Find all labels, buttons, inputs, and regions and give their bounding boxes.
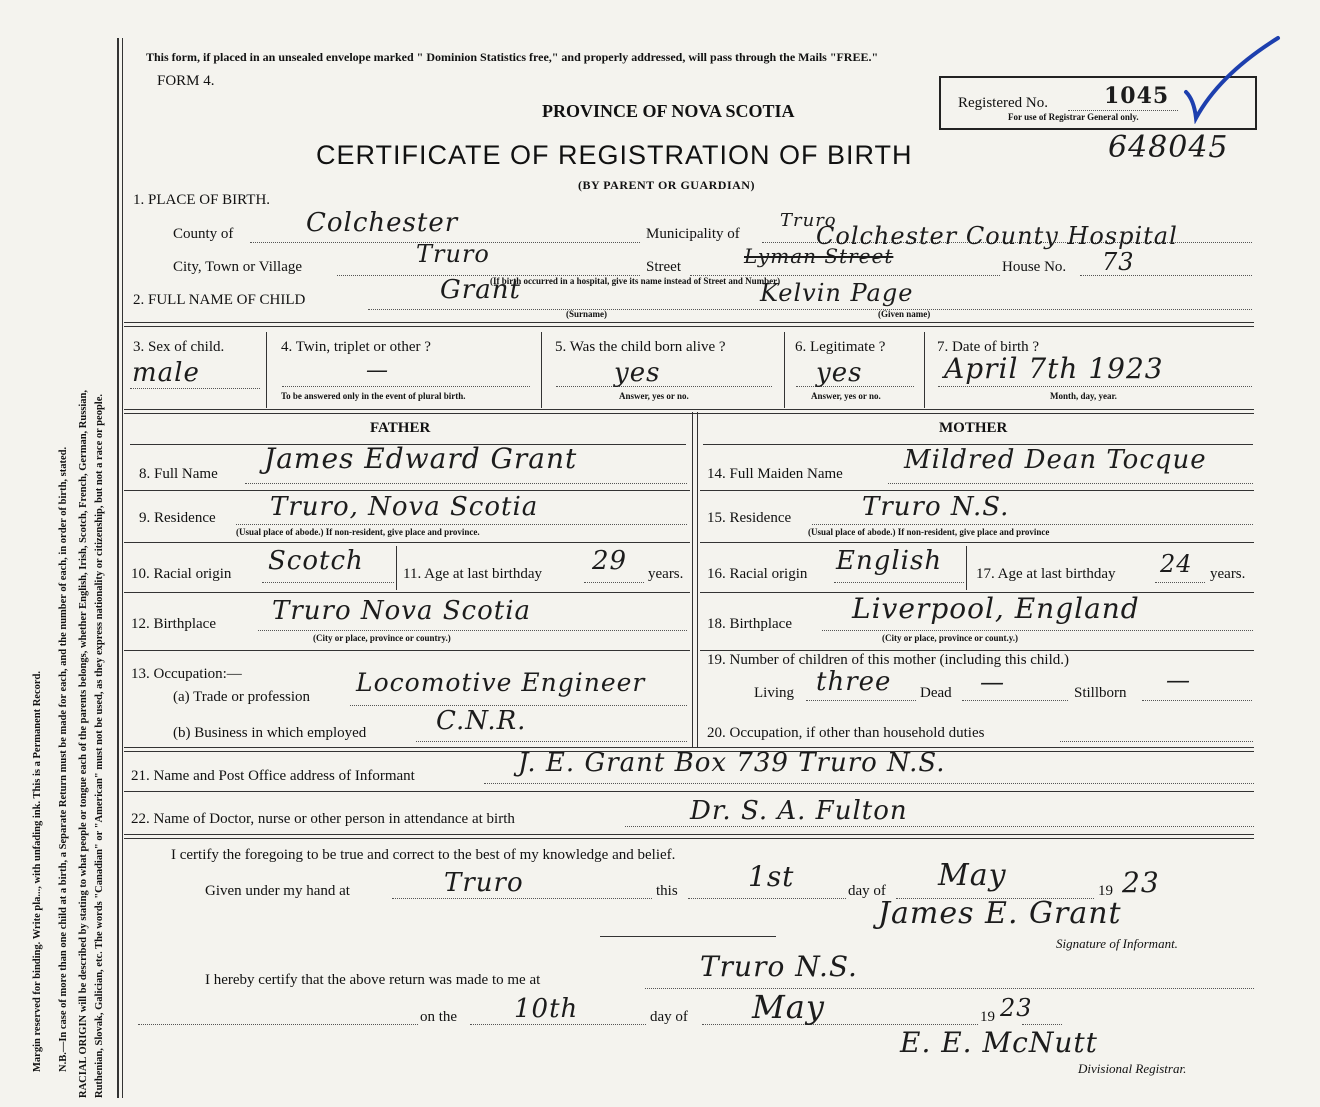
stillborn-value: —: [1166, 666, 1191, 694]
this-label: this: [656, 883, 678, 899]
twin-value: —: [366, 358, 389, 383]
registrar-signature: E. E. McNutt: [900, 1026, 1098, 1059]
living-value: three: [816, 667, 892, 697]
father-birthplace-note: (City or place, province or country.): [313, 633, 451, 643]
date-of-birth-line: [938, 386, 1252, 387]
given-year-value: 23: [1122, 866, 1160, 899]
mother-birthplace-value: Liverpool, England: [852, 592, 1140, 625]
row-9-line-m: [700, 542, 1254, 543]
given-month-value: May: [938, 858, 1007, 893]
mother-racial-line: [834, 582, 964, 583]
father-name-value: James Edward Grant: [264, 442, 578, 475]
margin-multiple-birth-note: N.B.—In case of more than one child at a birth, a Separate Return must be made for each, and the number of each, in order of birth, stated.: [58, 446, 69, 1072]
mother-occupation-label: 20. Occupation, if other than household duties: [707, 725, 985, 741]
child-name-label: 2. FULL NAME OF CHILD: [133, 292, 306, 308]
child-given-name-value: Kelvin Page: [760, 279, 914, 307]
child-name-line: [368, 309, 1252, 310]
informant-line: [484, 783, 1254, 784]
registrar-place-value: Truro N.S.: [700, 950, 858, 983]
divider-center-right: [697, 412, 698, 748]
row-9-line-f: [124, 542, 690, 543]
certification-statement: I certify the foregoing to be true and correct to the best of my knowledge and belief.: [171, 847, 676, 863]
on-the-label: on the: [420, 1009, 458, 1025]
divider-parents: [124, 409, 1254, 414]
informant-signature-line: [600, 936, 776, 937]
registrar-day-value: 10th: [514, 994, 579, 1024]
father-occupation-label: 13. Occupation:—: [131, 666, 242, 682]
mother-occupation-line: [1060, 741, 1253, 742]
informant-label: 21. Name and Post Office address of Informant: [131, 768, 415, 784]
mother-residence-line: [812, 524, 1253, 525]
mother-birthplace-label: 18. Birthplace: [707, 616, 792, 632]
doctor-line: [625, 826, 1254, 827]
margin-nationality-note: Ruthenian, Slovak, Galician, etc. The words "Canadian" or "American" must not be used, as they express nationality or citizenship, but not a race or people.: [94, 393, 105, 1098]
hospital-value: Colchester County Hospital: [816, 222, 1178, 250]
registrar-year-value: 23: [1000, 994, 1033, 1022]
born-alive-line: [556, 386, 772, 387]
mother-residence-note: (Usual place of abode.) If non-resident, give place and province: [808, 527, 1050, 537]
father-racial-value: Scotch: [268, 546, 364, 576]
sex-line: [130, 388, 260, 389]
dead-line: [962, 700, 1068, 701]
registrar-month-line: [702, 1024, 978, 1025]
born-alive-note: Answer, yes or no.: [619, 391, 689, 401]
born-alive-label: 5. Was the child born alive ?: [555, 339, 726, 355]
municipality-value: Truro: [780, 210, 837, 231]
place-of-birth-heading: 1. PLACE OF BIRTH.: [133, 192, 271, 208]
check-mark-stroke: [1186, 38, 1278, 118]
margin-binding-note: Margin reserved for binding. Write pla..., with unfading ink. This is a Permanent Record.: [32, 671, 43, 1072]
given-day-line: [688, 898, 846, 899]
registrar-month-value: May: [752, 988, 825, 1026]
certificate-subtitle: (BY PARENT OR GUARDIAN): [578, 178, 755, 192]
father-residence-value: Truro, Nova Scotia: [270, 492, 539, 522]
margin-racial-origin-note: RACIAL ORIGIN will be described by stating to what people or tongue each of the parents belongs, whether English, Irish, Scotch, French, German, Russian,: [78, 389, 89, 1098]
father-age-line: [584, 582, 644, 583]
father-residence-line: [236, 524, 687, 525]
informant-signature: James E. Grant: [878, 896, 1122, 931]
margin-line-inner: [122, 38, 123, 1098]
mother-age-value: 24: [1160, 550, 1193, 578]
mother-age-label: 17. Age at last birthday: [976, 566, 1116, 582]
date-of-birth-label: 7. Date of birth ?: [937, 339, 1040, 355]
twin-label: 4. Twin, triplet or other ?: [281, 339, 431, 355]
county-label: County of: [173, 226, 234, 242]
father-trade-value: Locomotive Engineer: [356, 668, 646, 697]
mother-racial-label: 16. Racial origin: [707, 566, 808, 582]
city-label: City, Town or Village: [173, 259, 303, 275]
given-day-value: 1st: [748, 860, 795, 893]
divider-sex: [266, 332, 267, 408]
stillborn-line: [1142, 700, 1252, 701]
registered-label: Registered No.: [958, 95, 1048, 111]
check-mark-icon: [1180, 34, 1284, 124]
dead-value: —: [980, 668, 1005, 696]
divider-mother-age: [966, 546, 967, 590]
margin-line: [117, 38, 119, 1098]
row-21-line: [124, 791, 1254, 792]
house-number-label: House No.: [1002, 259, 1067, 275]
mother-birthplace-note: (City or place, province or count.y.): [882, 633, 1018, 643]
mother-children-label: 19. Number of children of this mother (including this child.): [707, 652, 1070, 668]
stillborn-label: Stillborn: [1074, 685, 1127, 701]
date-of-birth-value: April 7th 1923: [944, 352, 1164, 385]
registrar-day-line: [470, 1024, 646, 1025]
postal-note: This form, if placed in an unsealed envelope marked " Dominion Statistics free," and properly addressed, will pass through the Mails "FREE.": [146, 50, 879, 64]
mother-name-value: Mildred Dean Tocque: [904, 445, 1207, 475]
father-birthplace-value: Truro Nova Scotia: [272, 596, 532, 626]
given-place-value: Truro: [444, 868, 524, 898]
certificate-title: CERTIFICATE OF REGISTRATION OF BIRTH: [316, 140, 913, 170]
registrar-year-prefix: 19: [980, 1009, 995, 1025]
mother-racial-value: English: [836, 546, 943, 576]
mother-name-line: [888, 483, 1253, 484]
row-10-line-f: [124, 592, 690, 593]
street-label: Street: [646, 259, 681, 275]
house-number-value: 73: [1102, 248, 1135, 276]
registrar-place-line: [645, 988, 1254, 989]
county-value: Colchester: [306, 208, 459, 238]
father-birthplace-label: 12. Birthplace: [131, 616, 216, 632]
mother-residence-value: Truro N.S.: [862, 492, 1010, 522]
father-years-label: years.: [648, 566, 684, 582]
doctor-label: 22. Name of Doctor, nurse or other person in attendance at birth: [131, 811, 515, 827]
twin-note: To be answered only in the event of plural birth.: [281, 391, 466, 401]
given-day-of-label: day of: [848, 883, 886, 899]
row-8-line-m: [700, 490, 1254, 491]
registrar-year-line: [1022, 1024, 1062, 1025]
surname-caption: (Surname): [566, 309, 607, 319]
row-8-line-f: [124, 490, 690, 491]
hospital-note: (If birth occurred in a hospital, give its name instead of Street and Number): [490, 276, 781, 286]
father-racial-label: 10. Racial origin: [131, 566, 232, 582]
form-number: FORM 4.: [157, 73, 215, 89]
registered-line: [1068, 110, 1178, 111]
father-business-label: (b) Business in which employed: [173, 725, 367, 741]
father-business-value: C.N.R.: [436, 706, 527, 736]
divider-twin: [541, 332, 542, 408]
mother-residence-label: 15. Residence: [707, 510, 792, 526]
father-age-label: 11. Age at last birthday: [403, 566, 542, 582]
father-age-value: 29: [592, 546, 628, 576]
father-birthplace-line: [258, 630, 687, 631]
registrar-statement: I hereby certify that the above return was made to me at: [205, 972, 541, 988]
registered-value: 1045: [1104, 83, 1170, 109]
given-year-prefix: 19: [1098, 883, 1113, 899]
given-at-label: Given under my hand at: [205, 883, 350, 899]
row-12-line-m: [700, 650, 1254, 651]
registrar-general-note: For use of Registrar General only.: [1008, 112, 1139, 122]
divider-father-age: [396, 546, 397, 590]
mother-heading: MOTHER: [939, 420, 1008, 436]
row-12-line-f: [124, 650, 690, 651]
doctor-value: Dr. S. A. Fulton: [690, 796, 908, 826]
divider-child: [124, 322, 1254, 327]
born-alive-value: yes: [614, 358, 661, 388]
informant-signature-caption: Signature of Informant.: [1056, 936, 1178, 951]
legitimate-note: Answer, yes or no.: [811, 391, 881, 401]
given-name-caption: (Given name): [878, 309, 931, 319]
municipality-label: Municipality of: [646, 226, 740, 242]
father-business-line: [416, 741, 687, 742]
legitimate-label: 6. Legitimate ?: [795, 339, 886, 355]
father-residence-note: (Usual place of abode.) If non-resident, give place and province.: [236, 527, 480, 537]
mother-name-label: 14. Full Maiden Name: [707, 466, 843, 482]
sex-value: male: [132, 358, 200, 388]
registrar-caption: Divisional Registrar.: [1078, 1061, 1187, 1076]
father-name-line: [245, 483, 687, 484]
twin-line: [282, 386, 530, 387]
legitimate-value: yes: [816, 358, 863, 388]
father-racial-line: [262, 582, 394, 583]
date-of-birth-note: Month, day, year.: [1050, 391, 1117, 401]
father-trade-label: (a) Trade or profession: [173, 689, 311, 705]
mother-birthplace-line: [822, 630, 1253, 631]
divider-certification: [124, 834, 1254, 839]
dead-label: Dead: [920, 685, 952, 701]
city-value: Truro: [416, 240, 490, 268]
divider-center-left: [692, 412, 693, 748]
mother-years-label: years.: [1210, 566, 1246, 582]
father-residence-label: 9. Residence: [139, 510, 216, 526]
living-line: [806, 700, 916, 701]
handwritten-cert-number: 648045: [1108, 130, 1229, 165]
informant-value: J. E. Grant Box 739 Truro N.S.: [518, 748, 946, 778]
father-name-label: 8. Full Name: [139, 466, 218, 482]
street-value: Lyman Street: [744, 244, 894, 268]
given-place-line: [392, 898, 652, 899]
child-surname-value: Grant: [440, 275, 521, 305]
province-heading: PROVINCE OF NOVA SCOTIA: [542, 101, 795, 121]
registrar-day-of-label: day of: [650, 1009, 688, 1025]
divider-legit: [924, 332, 925, 408]
sex-label: 3. Sex of child.: [133, 339, 225, 355]
mother-age-line: [1155, 582, 1205, 583]
registrar-date-line-left: [138, 1024, 418, 1025]
father-heading: FATHER: [370, 420, 431, 436]
divider-alive: [784, 332, 785, 408]
living-label: Living: [754, 685, 794, 701]
